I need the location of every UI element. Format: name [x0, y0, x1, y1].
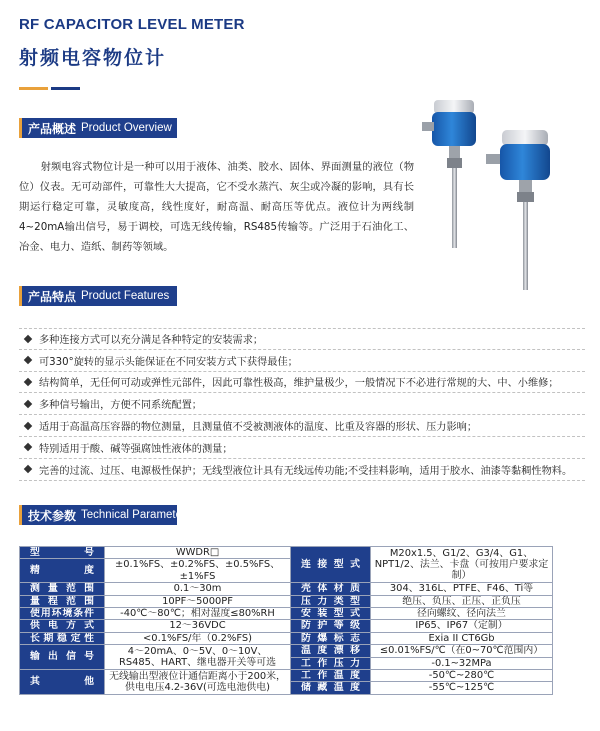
- feature-text: 多种连接方式可以充分满足各种特定的安装需求；: [39, 335, 264, 347]
- table-row: [20, 645, 553, 657]
- technical-parameters-table: [19, 546, 553, 695]
- feature-text: 完善的过流、过压、电源极性保护；无线型液位计具有无线远传功能;不受挂料影响，适用于胶水、油漆等黏稠性物料。: [39, 465, 573, 477]
- spec-label: 型号: [20, 547, 105, 559]
- spec-value: -55℃~125℃: [371, 682, 553, 694]
- feature-item: [19, 415, 585, 437]
- feature-item: [19, 350, 585, 372]
- spec-label: 量程范围: [20, 595, 105, 607]
- spec-label: 防护等级: [291, 620, 371, 632]
- section-heading-features: [19, 286, 177, 306]
- table-row: [20, 670, 553, 682]
- feature-item: [19, 459, 585, 481]
- spec-value: 12～36VDC: [105, 620, 291, 632]
- spec-value: -40℃～80℃；相对湿度≤80%RH: [105, 608, 291, 620]
- spec-label: 连接型式: [291, 547, 371, 583]
- feature-list: [19, 328, 585, 481]
- feature-item: [19, 437, 585, 459]
- level-meter-back-unit: [422, 100, 476, 248]
- rf-capacitor-level-meter-image: [420, 92, 580, 292]
- feature-text: 可330°旋转的显示头能保证在不同安装方式下获得最佳；: [39, 356, 298, 368]
- spec-label: 精度: [20, 559, 105, 583]
- spec-value: IP65、IP67（定制）: [371, 620, 553, 632]
- section-heading-cn: 产品特点: [28, 289, 77, 304]
- table-row: [20, 608, 553, 620]
- feature-text: 适用于高温高压容器的物位测量，且测量值不受被测液体的温度、比重及容器的形状、压力影响；: [39, 422, 478, 434]
- section-heading-technical: [19, 505, 192, 525]
- table-row: [20, 620, 553, 632]
- spec-value: Exia II CT6Gb: [371, 632, 553, 644]
- spec-value: 10PF～5000PF: [105, 595, 291, 607]
- spec-label: 供电方式: [20, 620, 105, 632]
- spec-value: M20x1.5、G1/2、G3/4、G1、NPT1/2、法兰、卡盘（可按用户要求定制）: [371, 547, 553, 583]
- table-row: [20, 632, 553, 644]
- page-title-cn: 射频电容物位计: [19, 47, 167, 69]
- spec-label: 测量范围: [20, 583, 105, 595]
- spec-value: ±0.1%FS、±0.2%FS、±0.5%FS、±1%FS: [105, 559, 291, 583]
- spec-label: 防爆标志: [291, 632, 371, 644]
- spec-value: 4～20mA、0～5V、0～10V、RS485、HART、继电器开关等可选: [105, 645, 291, 670]
- underline-orange-segment: [19, 87, 48, 90]
- spec-label: 长期稳定性: [20, 632, 105, 644]
- feature-item: [19, 393, 585, 415]
- spec-value: 304、316L、PTFE、F46、Ti等: [371, 583, 553, 595]
- table-row: [20, 583, 553, 595]
- spec-value: 0.1～30m: [105, 583, 291, 595]
- spec-label: 壳体材质: [291, 583, 371, 595]
- spec-label: 工作温度: [291, 670, 371, 682]
- underline-blue-segment: [51, 87, 80, 90]
- spec-value: ≤0.01%FS/℃（在0~70℃范围内）: [371, 645, 553, 657]
- spec-label: 温度漂移: [291, 645, 371, 657]
- spec-value: -0.1~32MPa: [371, 657, 553, 669]
- section-heading-en: Product Overview: [81, 122, 172, 134]
- spec-label: 工作压力: [291, 657, 371, 669]
- section-heading-cn: 产品概述: [28, 121, 77, 136]
- spec-label: 压力类型: [291, 595, 371, 607]
- feature-text: 结构简单，无任何可动或弹性元部件，因此可靠性极高，维护量极少，一般情况下不必进行常规的大、中、小维修；: [39, 378, 559, 390]
- section-heading-cn: 技术参数: [28, 508, 77, 523]
- diamond-bullet-icon: [24, 335, 32, 343]
- spec-value: 径向螺纹、径向法兰: [371, 608, 553, 620]
- spec-value: 绝压、负压、正压、正负压: [371, 595, 553, 607]
- diamond-bullet-icon: [24, 443, 32, 451]
- feature-item: [19, 372, 585, 394]
- table-row: [20, 547, 553, 559]
- title-underline: [19, 87, 80, 90]
- diamond-bullet-icon: [24, 465, 32, 473]
- spec-label: 使用环境条件: [20, 608, 105, 620]
- feature-item: [19, 328, 585, 350]
- spec-label: 储藏温度: [291, 682, 371, 694]
- diamond-bullet-icon: [24, 400, 32, 408]
- section-heading-overview: [19, 118, 177, 138]
- level-meter-front-unit: [486, 130, 550, 290]
- spec-value: WWDR□: [105, 547, 291, 559]
- section-heading-en: Technical Parameters: [81, 509, 192, 521]
- spec-value: <0.1%FS/年（0.2%FS): [105, 632, 291, 644]
- feature-text: 特别适用于酸、碱等强腐蚀性液体的测量；: [39, 443, 233, 455]
- spec-label: 输出信号: [20, 645, 105, 670]
- spec-value: 无线输出型液位计通信距离小于200米，供电电压4.2-36V(可选电池供电): [105, 670, 291, 695]
- diamond-bullet-icon: [24, 378, 32, 386]
- spec-value: -50℃~280℃: [371, 670, 553, 682]
- spec-label: 安装型式: [291, 608, 371, 620]
- section-heading-en: Product Features: [81, 290, 170, 302]
- page-title-en: RF CAPACITOR LEVEL METER: [19, 16, 245, 33]
- diamond-bullet-icon: [24, 421, 32, 429]
- feature-text: 多种信号输出，方便不同系统配置；: [39, 400, 202, 412]
- table-row: [20, 595, 553, 607]
- overview-paragraph: 射频电容式物位计是一种可以用于液体、油类、胶水、固体、界面测量的液位（物位）仪表。无可动部件，可靠性大大提高，它不受水蒸汽、灰尘或冷凝的影响，具有长期运行稳定可靠，灵敏度高，线性度好，耐高温、耐高压等优点。液位计为两线制4~20mA输出信号，易于调校，可选无线传输，RS485传输等。广泛用于石油化工、冶金、电力、造纸、制药等领域。: [19, 161, 414, 253]
- diamond-bullet-icon: [24, 356, 32, 364]
- spec-label: 其他: [20, 670, 105, 695]
